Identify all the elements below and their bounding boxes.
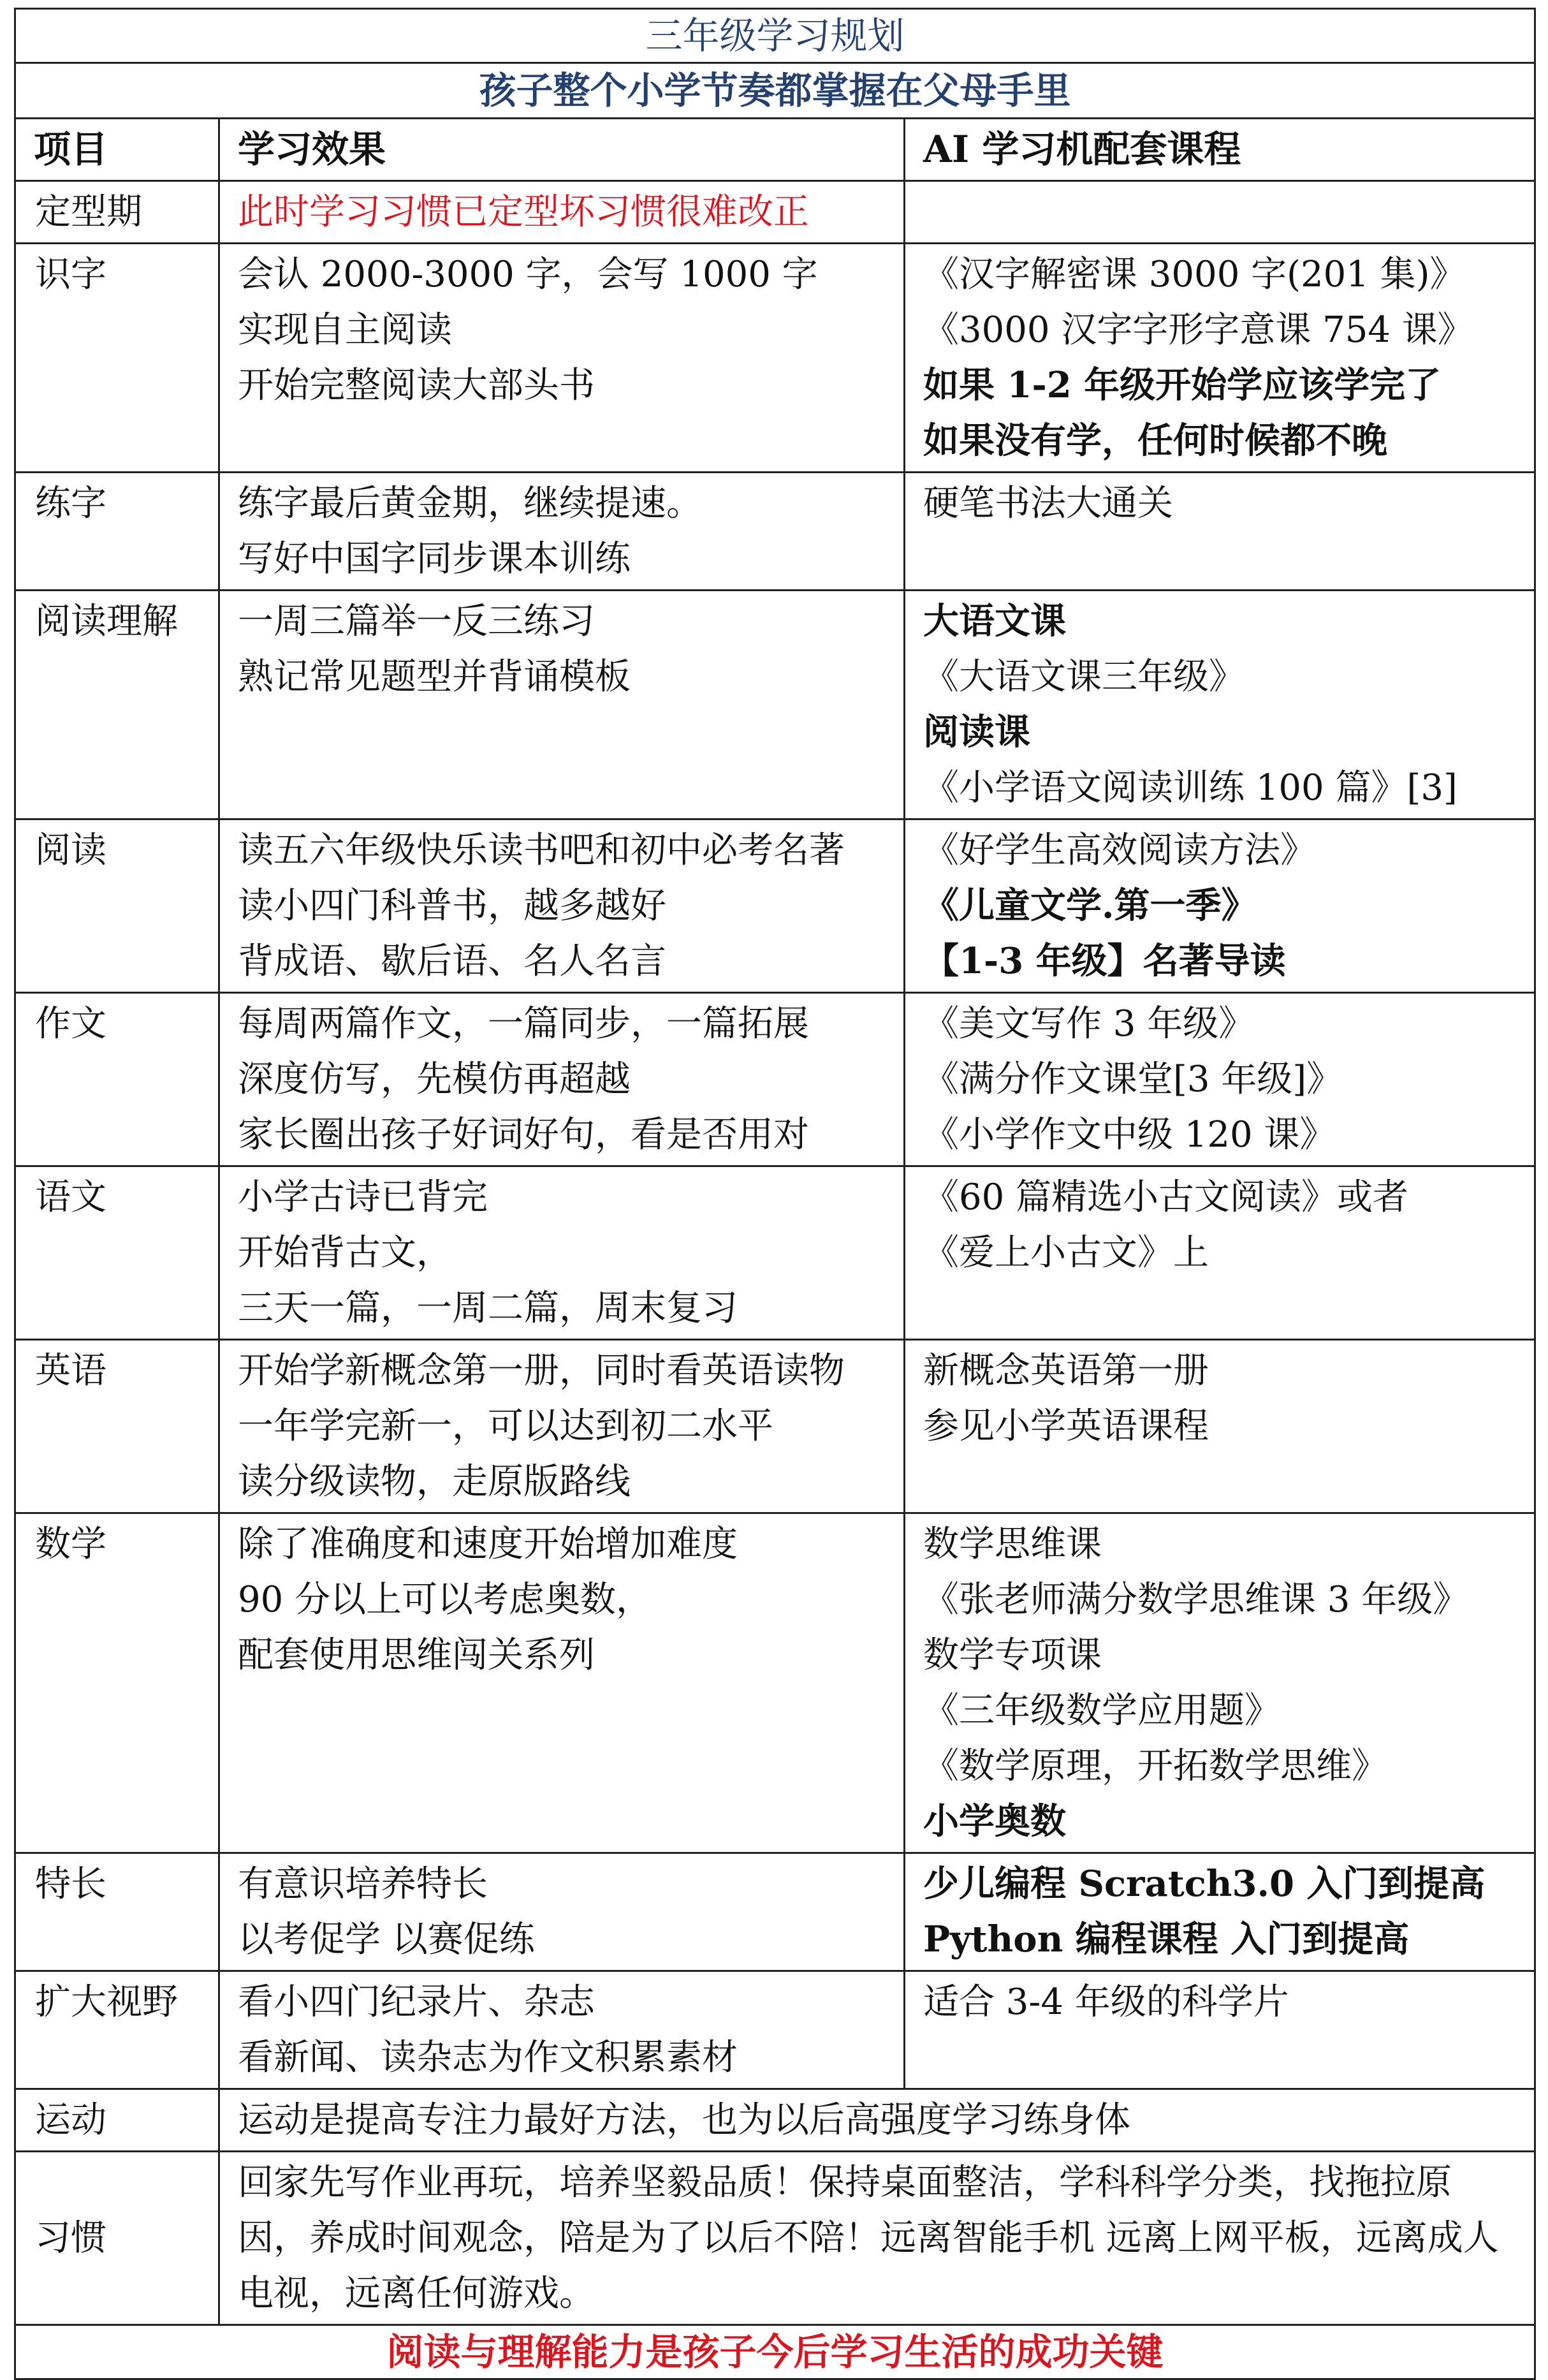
effect-line: 深度仿写，先模仿再超越 — [238, 1059, 631, 1100]
effect-line: 会认 2000-3000 字，会写 1000 字 — [238, 254, 818, 295]
course-line: 硬笔书法大通关 — [923, 483, 1173, 524]
course-line: 数学思维课 — [923, 1524, 1102, 1565]
course-line: 【1-3 年级】名著导读 — [923, 940, 1286, 982]
course-line: 参见小学英语课程 — [923, 1406, 1209, 1447]
row-name: 阅读 — [15, 819, 219, 993]
effect-line: 看小四门纪录片、杂志 — [238, 1981, 595, 2023]
effect-line: 每周两篇作文，一篇同步，一篇拓展 — [238, 1003, 809, 1045]
course-line: 阅读课 — [923, 711, 1030, 753]
course-line: 如果 1-2 年级开始学应该学完了 — [923, 364, 1442, 406]
row-sport — [15, 2089, 1535, 2152]
row-course — [905, 993, 1535, 1166]
row-math — [15, 1513, 1535, 1853]
effect-line: 三天一篇，一周二篇，周末复习 — [238, 1288, 738, 1329]
row-name: 练字 — [15, 473, 219, 591]
row-name: 识字 — [15, 244, 219, 473]
row-effect — [219, 1853, 905, 1971]
row-course — [905, 1853, 1535, 1971]
row-english — [15, 1340, 1535, 1513]
row-shizi — [15, 244, 1535, 473]
course-line: Python 编程课程 入门到提高 — [923, 1918, 1410, 1960]
row-name: 习惯 — [15, 2152, 219, 2325]
row-course — [905, 1340, 1535, 1513]
course-line: 新概念英语第一册 — [923, 1350, 1209, 1392]
row-reading — [15, 819, 1535, 993]
footer-row — [15, 2325, 1535, 2379]
row-composition — [15, 993, 1535, 1166]
effect-line: 开始学新概念第一册，同时看英语读物 — [238, 1350, 845, 1392]
row-chinese — [15, 1166, 1535, 1340]
course-line: 《张老师满分数学思维课 3 年级》 — [923, 1579, 1469, 1620]
page-title: 三年级学习规划 — [15, 9, 1535, 63]
row-effect — [219, 1166, 905, 1340]
effect-line: 背成语、歇后语、名人名言 — [238, 941, 666, 982]
stage-effect: 此时学习习惯已定型坏习惯很难改正 — [219, 181, 905, 244]
effect-line: 开始完整阅读大部头书 — [238, 365, 595, 406]
row-course — [905, 591, 1535, 819]
row-effect — [219, 1340, 905, 1513]
effect-line: 练字最后黄金期，继续提速。 — [238, 483, 702, 524]
footer-slogan: 阅读与理解能力是孩子今后学习生活的成功关键 — [15, 2325, 1535, 2379]
row-effect — [219, 1971, 905, 2089]
course-line: 《满分作文课堂[3 年级]》 — [923, 1059, 1343, 1100]
row-specialty — [15, 1853, 1535, 1971]
row-name: 扩大视野 — [15, 1971, 219, 2089]
habit-paragraph: 回家先写作业再玩，培养坚毅品质！保持桌面整洁，学科科学分类，找拖拉原因，养成时间观念，陪是为了以后不陪！远离智能手机 远离上网平板，远离成人电视，远离任何游戏。 — [238, 2162, 1499, 2314]
effect-line: 看新闻、读杂志为作文积累素材 — [238, 2037, 738, 2078]
effect-line: 有意识培养特长 — [238, 1863, 488, 1905]
row-name: 英语 — [15, 1340, 219, 1513]
stage-course-empty — [905, 181, 1535, 244]
effect-line: 实现自主阅读 — [238, 309, 452, 351]
study-plan-table — [14, 8, 1536, 2380]
row-broaden-horizons — [15, 1971, 1535, 2089]
row-effect — [219, 473, 905, 591]
course-line: 《大语文课三年级》 — [923, 656, 1245, 698]
row-effect — [219, 993, 905, 1166]
title-row — [15, 9, 1535, 63]
row-course — [905, 244, 1535, 473]
course-line: 《小学作文中级 120 课》 — [923, 1114, 1336, 1156]
effect-line: 读分级读物，走原版路线 — [238, 1461, 631, 1502]
course-line: 《三年级数学应用题》 — [923, 1690, 1280, 1731]
course-line: 《汉字解密课 3000 字(201 集)》 — [923, 254, 1466, 295]
course-line: 数学专项课 — [923, 1634, 1102, 1676]
row-course — [905, 473, 1535, 591]
course-line: 《小学语文阅读训练 100 篇》[3] — [923, 767, 1457, 809]
course-line: 《好学生高效阅读方法》 — [923, 830, 1316, 871]
row-course — [905, 1971, 1535, 2089]
subtitle-row — [15, 63, 1535, 119]
habit-text — [219, 2152, 1535, 2325]
row-name: 数学 — [15, 1513, 219, 1853]
header-item: 项目 — [15, 119, 219, 181]
course-line: 适合 3-4 年级的科学片 — [923, 1981, 1289, 2023]
stage-name: 定型期 — [15, 181, 219, 244]
row-course — [905, 1513, 1535, 1853]
row-reading-comprehension — [15, 591, 1535, 819]
header-row — [15, 119, 1535, 181]
page-subtitle: 孩子整个小学节奏都掌握在父母手里 — [15, 63, 1535, 119]
course-line: 《爱上小古文》上 — [923, 1232, 1209, 1274]
effect-line: 小学古诗已背完 — [238, 1177, 488, 1218]
effect-line: 以考促学 以赛促练 — [238, 1919, 535, 1960]
row-name: 特长 — [15, 1853, 219, 1971]
row-habit — [15, 2152, 1535, 2325]
header-effect: 学习效果 — [219, 119, 905, 181]
course-line: 如果没有学，任何时候都不晚 — [923, 420, 1387, 462]
row-lianzi — [15, 473, 1535, 591]
row-effect — [219, 244, 905, 473]
row-name: 阅读理解 — [15, 591, 219, 819]
course-line: 大语文课 — [923, 600, 1066, 642]
effect-line: 除了准确度和速度开始增加难度 — [238, 1524, 738, 1565]
course-line: 少儿编程 Scratch3.0 入门到提高 — [923, 1863, 1486, 1905]
row-effect — [219, 1513, 905, 1853]
effect-line: 开始背古文， — [238, 1232, 452, 1274]
effect-line: 写好中国字同步课本训练 — [238, 538, 631, 580]
row-effect — [219, 591, 905, 819]
row-name: 运动 — [15, 2089, 219, 2152]
course-line: 《美文写作 3 年级》 — [923, 1003, 1255, 1045]
course-line: 《儿童文学.第一季》 — [923, 885, 1257, 927]
course-line: 小学奥数 — [923, 1800, 1066, 1842]
row-effect — [219, 819, 905, 993]
effect-line: 一年学完新一，可以达到初二水平 — [238, 1406, 773, 1447]
row-name: 语文 — [15, 1166, 219, 1340]
effect-line: 读小四门科普书，越多越好 — [238, 885, 666, 927]
row-course — [905, 1166, 1535, 1340]
effect-line: 家长圈出孩子好词好句，看是否用对 — [238, 1114, 809, 1156]
effect-line: 一周三篇举一反三练习 — [238, 601, 595, 642]
effect-line: 90 分以上可以考虑奥数， — [238, 1579, 652, 1620]
row-name: 作文 — [15, 993, 219, 1166]
sport-text: 运动是提高专注力最好方法，也为以后高强度学习练身体 — [219, 2089, 1535, 2152]
effect-line: 读五六年级快乐读书吧和初中必考名著 — [238, 830, 845, 871]
row-course — [905, 819, 1535, 993]
effect-line: 配套使用思维闯关系列 — [238, 1634, 595, 1676]
effect-line: 熟记常见题型并背诵模板 — [238, 656, 631, 698]
header-course: AI 学习机配套课程 — [905, 119, 1535, 181]
course-line: 《3000 汉字字形字意课 754 课》 — [923, 309, 1473, 351]
stage-row — [15, 181, 1535, 244]
course-line: 《60 篇精选小古文阅读》或者 — [923, 1177, 1409, 1218]
course-line: 《数学原理，开拓数学思维》 — [923, 1745, 1387, 1787]
